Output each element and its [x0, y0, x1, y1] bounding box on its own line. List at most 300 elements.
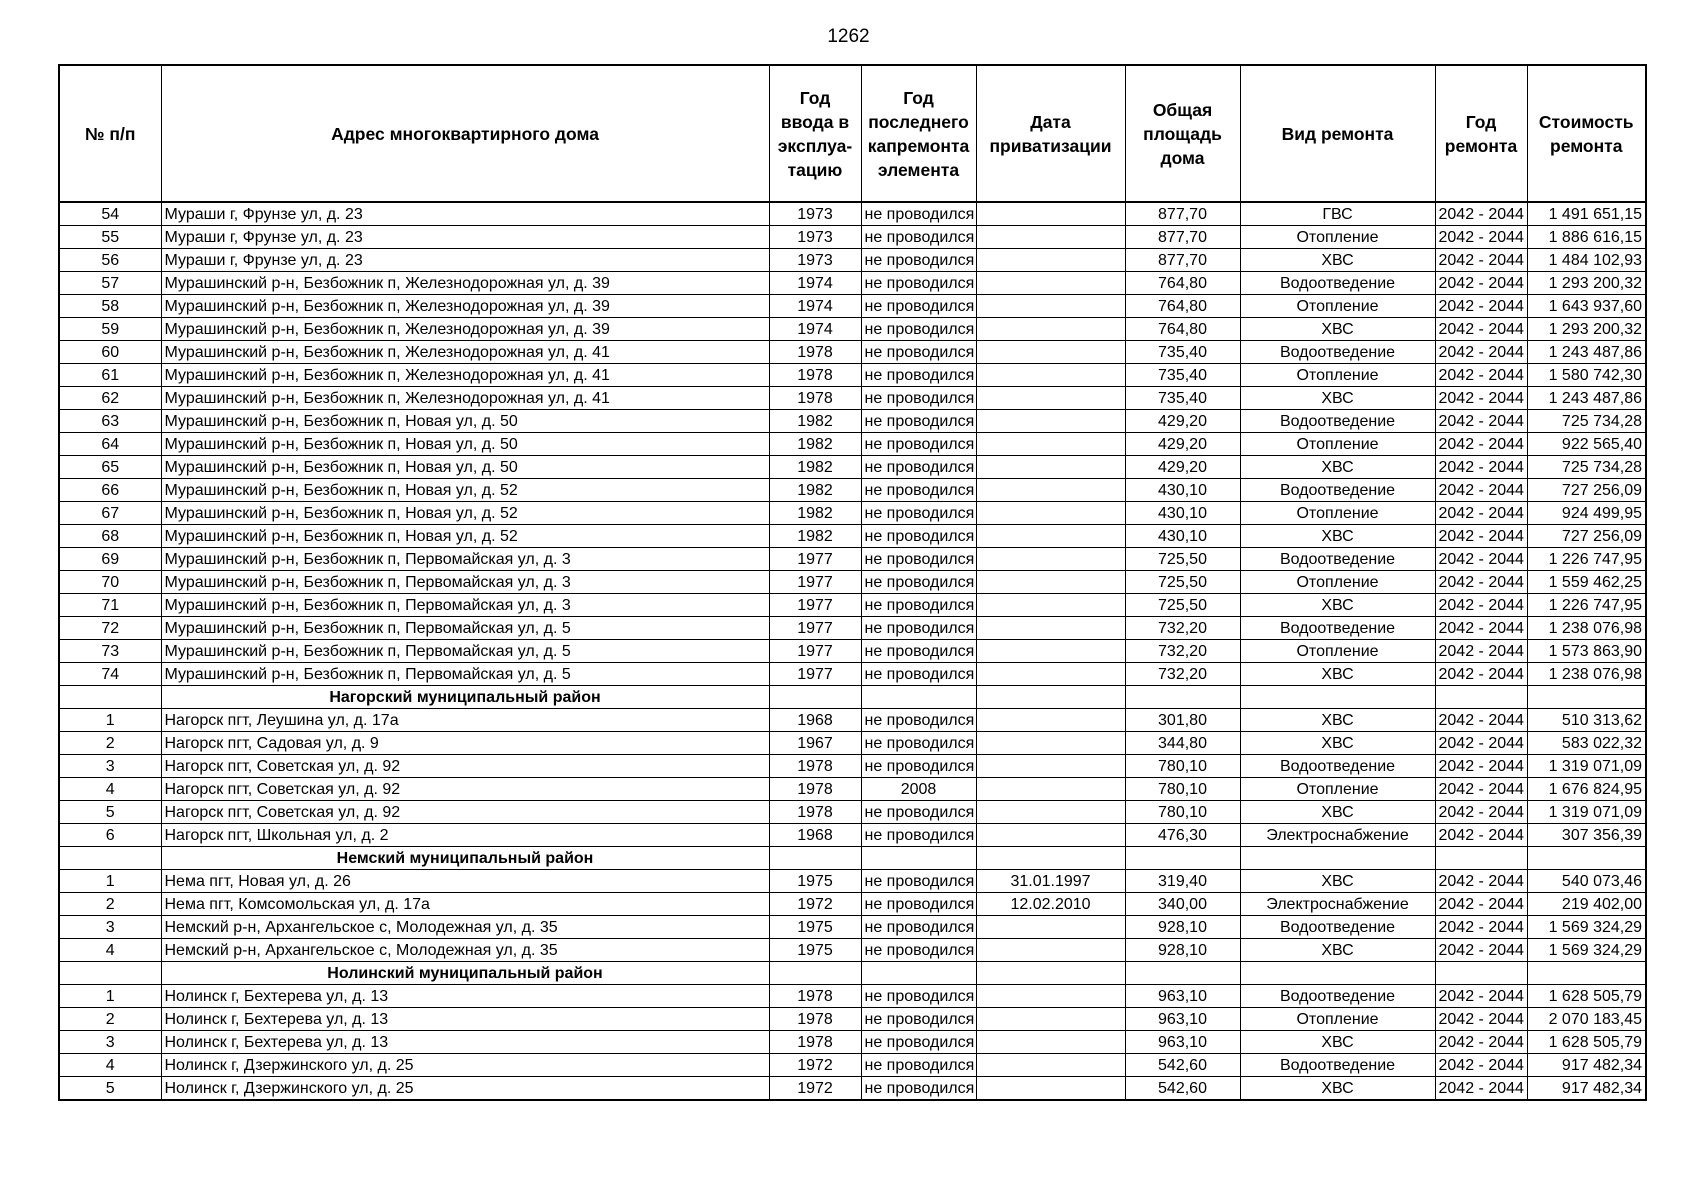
section-empty-cell — [976, 962, 1125, 985]
table-row — [59, 594, 1646, 617]
table-row — [59, 709, 1646, 732]
cell-year-commission: 1978 — [769, 387, 861, 410]
cell-num: 71 — [59, 594, 161, 617]
cell-area: 344,80 — [1125, 732, 1240, 755]
cell-num: 55 — [59, 226, 161, 249]
cell-repair-year: 2042 - 2044 — [1435, 502, 1527, 525]
section-empty-cell — [1435, 686, 1527, 709]
section-row — [59, 686, 1646, 709]
table-row — [59, 1031, 1646, 1054]
cell-address: Мурашинский р-н, Безбожник п, Первомайская ул, д. 3 — [161, 571, 769, 594]
table-row — [59, 410, 1646, 433]
cell-num: 63 — [59, 410, 161, 433]
cell-num: 58 — [59, 295, 161, 318]
cell-area: 725,50 — [1125, 548, 1240, 571]
cell-num: 74 — [59, 663, 161, 686]
cell-privatization: 31.01.1997 — [976, 870, 1125, 893]
cell-area: 877,70 — [1125, 249, 1240, 272]
cell-privatization — [976, 1077, 1125, 1101]
header-year-commission: Год ввода в эксплуа-тацию — [769, 65, 861, 202]
section-title: Нолинский муниципальный район — [161, 962, 769, 985]
cell-repair-type: Электроснабжение — [1240, 893, 1435, 916]
cell-privatization — [976, 1031, 1125, 1054]
cell-area: 735,40 — [1125, 341, 1240, 364]
cell-num: 70 — [59, 571, 161, 594]
section-empty-cell — [1125, 686, 1240, 709]
cell-privatization — [976, 824, 1125, 847]
cell-cost: 1 628 505,79 — [1527, 985, 1646, 1008]
table-row — [59, 525, 1646, 548]
cell-repair-type: Отопление — [1240, 1008, 1435, 1031]
cell-privatization — [976, 617, 1125, 640]
cell-area: 319,40 — [1125, 870, 1240, 893]
cell-year-commission: 1982 — [769, 502, 861, 525]
cell-cost: 307 356,39 — [1527, 824, 1646, 847]
cell-privatization — [976, 1008, 1125, 1031]
cell-repair-year: 2042 - 2044 — [1435, 571, 1527, 594]
cell-cost: 725 734,28 — [1527, 456, 1646, 479]
table-row — [59, 341, 1646, 364]
table-row — [59, 295, 1646, 318]
table-row — [59, 778, 1646, 801]
cell-num: 5 — [59, 1077, 161, 1101]
cell-repair-type: Водоотведение — [1240, 755, 1435, 778]
cell-area: 430,10 — [1125, 479, 1240, 502]
cell-repair-type: Водоотведение — [1240, 479, 1435, 502]
section-empty-cell — [59, 847, 161, 870]
cell-last-repair: не проводился — [861, 410, 976, 433]
cell-repair-year: 2042 - 2044 — [1435, 341, 1527, 364]
cell-repair-type: ХВС — [1240, 318, 1435, 341]
cell-last-repair: не проводился — [861, 1008, 976, 1031]
cell-address: Нагорск пгт, Советская ул, д. 92 — [161, 755, 769, 778]
cell-last-repair: не проводился — [861, 755, 976, 778]
cell-cost: 1 491 651,15 — [1527, 202, 1646, 226]
cell-repair-year: 2042 - 2044 — [1435, 594, 1527, 617]
cell-area: 963,10 — [1125, 1031, 1240, 1054]
table-row — [59, 893, 1646, 916]
cell-last-repair: не проводился — [861, 1077, 976, 1101]
cell-year-commission: 1978 — [769, 778, 861, 801]
cell-repair-year: 2042 - 2044 — [1435, 433, 1527, 456]
cell-address: Мурашинский р-н, Безбожник п, Железнодорожная ул, д. 39 — [161, 272, 769, 295]
header-address: Адрес многоквартирного дома — [161, 65, 769, 202]
cell-year-commission: 1982 — [769, 433, 861, 456]
cell-year-commission: 1977 — [769, 548, 861, 571]
cell-privatization — [976, 663, 1125, 686]
table-row — [59, 1077, 1646, 1101]
cell-last-repair: не проводился — [861, 617, 976, 640]
cell-last-repair: не проводился — [861, 479, 976, 502]
header-repair-type: Вид ремонта — [1240, 65, 1435, 202]
cell-address: Нолинск г, Бехтерева ул, д. 13 — [161, 1031, 769, 1054]
cell-address: Мурашинский р-н, Безбожник п, Новая ул, д. 50 — [161, 433, 769, 456]
cell-address: Нагорск пгт, Садовая ул, д. 9 — [161, 732, 769, 755]
cell-repair-type: ХВС — [1240, 594, 1435, 617]
cell-cost: 1 238 076,98 — [1527, 663, 1646, 686]
table-row — [59, 502, 1646, 525]
cell-year-commission: 1972 — [769, 893, 861, 916]
cell-area: 963,10 — [1125, 985, 1240, 1008]
cell-address: Мурашинский р-н, Безбожник п, Первомайская ул, д. 3 — [161, 594, 769, 617]
cell-repair-year: 2042 - 2044 — [1435, 1054, 1527, 1077]
cell-year-commission: 1972 — [769, 1054, 861, 1077]
cell-num: 54 — [59, 202, 161, 226]
cell-num: 4 — [59, 939, 161, 962]
cell-repair-year: 2042 - 2044 — [1435, 939, 1527, 962]
cell-last-repair: не проводился — [861, 824, 976, 847]
cell-area: 764,80 — [1125, 318, 1240, 341]
cell-cost: 510 313,62 — [1527, 709, 1646, 732]
cell-repair-year: 2042 - 2044 — [1435, 985, 1527, 1008]
cell-num: 62 — [59, 387, 161, 410]
cell-num: 65 — [59, 456, 161, 479]
cell-num: 59 — [59, 318, 161, 341]
cell-repair-year: 2042 - 2044 — [1435, 295, 1527, 318]
table-row — [59, 824, 1646, 847]
cell-area: 764,80 — [1125, 295, 1240, 318]
table-row — [59, 916, 1646, 939]
cell-repair-type: ХВС — [1240, 387, 1435, 410]
cell-privatization — [976, 272, 1125, 295]
cell-address: Нагорск пгт, Советская ул, д. 92 — [161, 778, 769, 801]
cell-last-repair: не проводился — [861, 249, 976, 272]
cell-privatization — [976, 571, 1125, 594]
cell-num: 2 — [59, 1008, 161, 1031]
cell-last-repair: не проводился — [861, 364, 976, 387]
cell-cost: 1 886 616,15 — [1527, 226, 1646, 249]
cell-repair-year: 2042 - 2044 — [1435, 1031, 1527, 1054]
cell-area: 542,60 — [1125, 1077, 1240, 1101]
table-row — [59, 318, 1646, 341]
cell-num: 67 — [59, 502, 161, 525]
cell-privatization — [976, 939, 1125, 962]
section-empty-cell — [1240, 847, 1435, 870]
cell-area: 780,10 — [1125, 778, 1240, 801]
cell-cost: 1 643 937,60 — [1527, 295, 1646, 318]
cell-address: Нолинск г, Дзержинского ул, д. 25 — [161, 1054, 769, 1077]
cell-address: Мурашинский р-н, Безбожник п, Первомайская ул, д. 5 — [161, 617, 769, 640]
section-empty-cell — [1435, 962, 1527, 985]
cell-address: Мураши г, Фрунзе ул, д. 23 — [161, 249, 769, 272]
table-row — [59, 433, 1646, 456]
cell-repair-year: 2042 - 2044 — [1435, 249, 1527, 272]
cell-repair-year: 2042 - 2044 — [1435, 824, 1527, 847]
section-empty-cell — [1240, 686, 1435, 709]
table-row — [59, 801, 1646, 824]
cell-last-repair: не проводился — [861, 870, 976, 893]
table-row — [59, 985, 1646, 1008]
cell-privatization — [976, 364, 1125, 387]
cell-cost: 583 022,32 — [1527, 732, 1646, 755]
cell-num: 69 — [59, 548, 161, 571]
cell-year-commission: 1977 — [769, 594, 861, 617]
cell-num: 4 — [59, 1054, 161, 1077]
cell-num: 1 — [59, 985, 161, 1008]
cell-privatization — [976, 1054, 1125, 1077]
section-empty-cell — [1125, 847, 1240, 870]
cell-num: 61 — [59, 364, 161, 387]
cell-repair-year: 2042 - 2044 — [1435, 870, 1527, 893]
cell-cost: 1 319 071,09 — [1527, 801, 1646, 824]
cell-year-commission: 1967 — [769, 732, 861, 755]
cell-last-repair: не проводился — [861, 387, 976, 410]
cell-year-commission: 1975 — [769, 916, 861, 939]
cell-repair-year: 2042 - 2044 — [1435, 525, 1527, 548]
cell-area: 780,10 — [1125, 801, 1240, 824]
cell-year-commission: 1968 — [769, 709, 861, 732]
cell-address: Нолинск г, Дзержинского ул, д. 25 — [161, 1077, 769, 1101]
cell-year-commission: 1978 — [769, 755, 861, 778]
cell-area: 430,10 — [1125, 502, 1240, 525]
cell-year-commission: 1982 — [769, 410, 861, 433]
table-row — [59, 249, 1646, 272]
cell-last-repair: не проводился — [861, 1054, 976, 1077]
cell-last-repair: не проводился — [861, 433, 976, 456]
header-privatization: Дата приватизации — [976, 65, 1125, 202]
cell-cost: 1 484 102,93 — [1527, 249, 1646, 272]
cell-privatization — [976, 594, 1125, 617]
cell-year-commission: 1973 — [769, 226, 861, 249]
table-row — [59, 202, 1646, 226]
cell-address: Мураши г, Фрунзе ул, д. 23 — [161, 202, 769, 226]
cell-repair-type: Водоотведение — [1240, 272, 1435, 295]
section-empty-cell — [861, 847, 976, 870]
section-empty-cell — [861, 686, 976, 709]
cell-repair-type: ХВС — [1240, 939, 1435, 962]
section-title: Нагорский муниципальный район — [161, 686, 769, 709]
cell-area: 542,60 — [1125, 1054, 1240, 1077]
cell-repair-type: Водоотведение — [1240, 410, 1435, 433]
cell-repair-type: ХВС — [1240, 1031, 1435, 1054]
cell-repair-year: 2042 - 2044 — [1435, 456, 1527, 479]
header-num: № п/п — [59, 65, 161, 202]
cell-cost: 1 243 487,86 — [1527, 341, 1646, 364]
cell-address: Мурашинский р-н, Безбожник п, Новая ул, д. 50 — [161, 410, 769, 433]
page-number: 1262 — [827, 26, 870, 47]
cell-address: Мурашинский р-н, Безбожник п, Новая ул, д. 50 — [161, 456, 769, 479]
cell-repair-year: 2042 - 2044 — [1435, 364, 1527, 387]
cell-last-repair: не проводился — [861, 548, 976, 571]
cell-num: 72 — [59, 617, 161, 640]
cell-privatization: 12.02.2010 — [976, 893, 1125, 916]
table-row — [59, 1008, 1646, 1031]
cell-address: Мурашинский р-н, Безбожник п, Новая ул, д. 52 — [161, 525, 769, 548]
cell-cost: 1 569 324,29 — [1527, 916, 1646, 939]
section-empty-cell — [59, 686, 161, 709]
cell-year-commission: 1977 — [769, 640, 861, 663]
cell-repair-type: Отопление — [1240, 571, 1435, 594]
cell-year-commission: 1982 — [769, 479, 861, 502]
cell-address: Мураши г, Фрунзе ул, д. 23 — [161, 226, 769, 249]
table-row — [59, 272, 1646, 295]
cell-address: Немский р-н, Архангельское с, Молодежная ул, д. 35 — [161, 916, 769, 939]
cell-last-repair: не проводился — [861, 640, 976, 663]
cell-address: Немский р-н, Архангельское с, Молодежная ул, д. 35 — [161, 939, 769, 962]
cell-num: 2 — [59, 893, 161, 916]
cell-address: Мурашинский р-н, Безбожник п, Железнодорожная ул, д. 39 — [161, 318, 769, 341]
cell-cost: 1 293 200,32 — [1527, 318, 1646, 341]
cell-num: 4 — [59, 778, 161, 801]
cell-repair-year: 2042 - 2044 — [1435, 801, 1527, 824]
cell-cost: 1 226 747,95 — [1527, 594, 1646, 617]
cell-address: Нема пгт, Новая ул, д. 26 — [161, 870, 769, 893]
cell-privatization — [976, 249, 1125, 272]
section-empty-cell — [59, 962, 161, 985]
cell-year-commission: 1978 — [769, 801, 861, 824]
cell-area: 429,20 — [1125, 456, 1240, 479]
cell-address: Мурашинский р-н, Безбожник п, Железнодорожная ул, д. 41 — [161, 387, 769, 410]
cell-repair-year: 2042 - 2044 — [1435, 410, 1527, 433]
cell-repair-type: Водоотведение — [1240, 617, 1435, 640]
section-empty-cell — [769, 962, 861, 985]
cell-repair-type: ХВС — [1240, 663, 1435, 686]
header-repair-year: Год ремонта — [1435, 65, 1527, 202]
cell-repair-year: 2042 - 2044 — [1435, 387, 1527, 410]
cell-repair-type: ХВС — [1240, 1077, 1435, 1101]
cell-repair-year: 2042 - 2044 — [1435, 916, 1527, 939]
table-row — [59, 364, 1646, 387]
cell-last-repair: не проводился — [861, 801, 976, 824]
cell-cost: 725 734,28 — [1527, 410, 1646, 433]
cell-cost: 727 256,09 — [1527, 525, 1646, 548]
table-row — [59, 870, 1646, 893]
cell-repair-year: 2042 - 2044 — [1435, 709, 1527, 732]
cell-repair-type: Отопление — [1240, 433, 1435, 456]
cell-last-repair: не проводился — [861, 272, 976, 295]
cell-repair-year: 2042 - 2044 — [1435, 617, 1527, 640]
cell-area: 735,40 — [1125, 387, 1240, 410]
cell-privatization — [976, 479, 1125, 502]
cell-repair-type: ХВС — [1240, 801, 1435, 824]
cell-cost: 917 482,34 — [1527, 1054, 1646, 1077]
cell-repair-year: 2042 - 2044 — [1435, 732, 1527, 755]
cell-last-repair: не проводился — [861, 1031, 976, 1054]
cell-year-commission: 1982 — [769, 525, 861, 548]
cell-repair-type: Электроснабжение — [1240, 824, 1435, 847]
cell-year-commission: 1975 — [769, 939, 861, 962]
cell-address: Нагорск пгт, Леушина ул, д. 17а — [161, 709, 769, 732]
section-empty-cell — [1435, 847, 1527, 870]
cell-last-repair: не проводился — [861, 916, 976, 939]
cell-repair-year: 2042 - 2044 — [1435, 202, 1527, 226]
cell-area: 725,50 — [1125, 594, 1240, 617]
table-row — [59, 663, 1646, 686]
cell-year-commission: 1978 — [769, 1008, 861, 1031]
section-empty-cell — [769, 686, 861, 709]
header-area: Общая площадь дома — [1125, 65, 1240, 202]
cell-last-repair: не проводился — [861, 663, 976, 686]
cell-num: 5 — [59, 801, 161, 824]
cell-repair-type: ХВС — [1240, 732, 1435, 755]
cell-privatization — [976, 202, 1125, 226]
cell-address: Нолинск г, Бехтерева ул, д. 13 — [161, 1008, 769, 1031]
cell-num: 3 — [59, 916, 161, 939]
cell-privatization — [976, 341, 1125, 364]
cell-address: Мурашинский р-н, Безбожник п, Новая ул, д. 52 — [161, 502, 769, 525]
cell-privatization — [976, 295, 1125, 318]
cell-address: Мурашинский р-н, Безбожник п, Железнодорожная ул, д. 39 — [161, 295, 769, 318]
cell-repair-year: 2042 - 2044 — [1435, 479, 1527, 502]
cell-year-commission: 1978 — [769, 1031, 861, 1054]
cell-area: 476,30 — [1125, 824, 1240, 847]
cell-privatization — [976, 387, 1125, 410]
cell-cost: 1 238 076,98 — [1527, 617, 1646, 640]
cell-last-repair: не проводился — [861, 525, 976, 548]
cell-area: 928,10 — [1125, 916, 1240, 939]
cell-last-repair: не проводился — [861, 341, 976, 364]
section-row — [59, 962, 1646, 985]
cell-cost: 540 073,46 — [1527, 870, 1646, 893]
table-row — [59, 548, 1646, 571]
cell-privatization — [976, 456, 1125, 479]
cell-num: 64 — [59, 433, 161, 456]
cell-num: 57 — [59, 272, 161, 295]
cell-area: 732,20 — [1125, 640, 1240, 663]
cell-address: Нагорск пгт, Школьная ул, д. 2 — [161, 824, 769, 847]
cell-year-commission: 1974 — [769, 318, 861, 341]
cell-last-repair: не проводился — [861, 893, 976, 916]
cell-cost: 1 569 324,29 — [1527, 939, 1646, 962]
cell-privatization — [976, 226, 1125, 249]
cell-area: 301,80 — [1125, 709, 1240, 732]
table-row — [59, 732, 1646, 755]
section-empty-cell — [1527, 962, 1646, 985]
cell-address: Нолинск г, Бехтерева ул, д. 13 — [161, 985, 769, 1008]
cell-last-repair: не проводился — [861, 318, 976, 341]
header-last-repair: Год последнего капремонта элемента — [861, 65, 976, 202]
cell-privatization — [976, 916, 1125, 939]
table-header — [59, 65, 1646, 202]
cell-year-commission: 1978 — [769, 341, 861, 364]
section-empty-cell — [1240, 962, 1435, 985]
cell-repair-type: Водоотведение — [1240, 548, 1435, 571]
cell-repair-year: 2042 - 2044 — [1435, 893, 1527, 916]
cell-num: 6 — [59, 824, 161, 847]
cell-address: Мурашинский р-н, Безбожник п, Первомайская ул, д. 3 — [161, 548, 769, 571]
section-row — [59, 847, 1646, 870]
cell-privatization — [976, 525, 1125, 548]
cell-num: 2 — [59, 732, 161, 755]
cell-repair-type: Водоотведение — [1240, 1054, 1435, 1077]
section-empty-cell — [976, 847, 1125, 870]
cell-num: 73 — [59, 640, 161, 663]
cell-address: Нема пгт, Комсомольская ул, д. 17а — [161, 893, 769, 916]
cell-last-repair: не проводился — [861, 226, 976, 249]
cell-num: 1 — [59, 709, 161, 732]
cell-privatization — [976, 548, 1125, 571]
cell-privatization — [976, 318, 1125, 341]
cell-repair-year: 2042 - 2044 — [1435, 1008, 1527, 1031]
cell-repair-type: Отопление — [1240, 502, 1435, 525]
table-row — [59, 939, 1646, 962]
section-empty-cell — [1125, 962, 1240, 985]
cell-year-commission: 1973 — [769, 249, 861, 272]
cell-last-repair: не проводился — [861, 456, 976, 479]
cell-cost: 1 676 824,95 — [1527, 778, 1646, 801]
cell-privatization — [976, 410, 1125, 433]
cell-year-commission: 1978 — [769, 364, 861, 387]
cell-cost: 1 559 462,25 — [1527, 571, 1646, 594]
cell-repair-year: 2042 - 2044 — [1435, 272, 1527, 295]
cell-area: 430,10 — [1125, 525, 1240, 548]
cell-area: 340,00 — [1125, 893, 1240, 916]
cell-privatization — [976, 502, 1125, 525]
cell-cost: 1 243 487,86 — [1527, 387, 1646, 410]
cell-cost: 727 256,09 — [1527, 479, 1646, 502]
cell-privatization — [976, 778, 1125, 801]
cell-last-repair: не проводился — [861, 502, 976, 525]
